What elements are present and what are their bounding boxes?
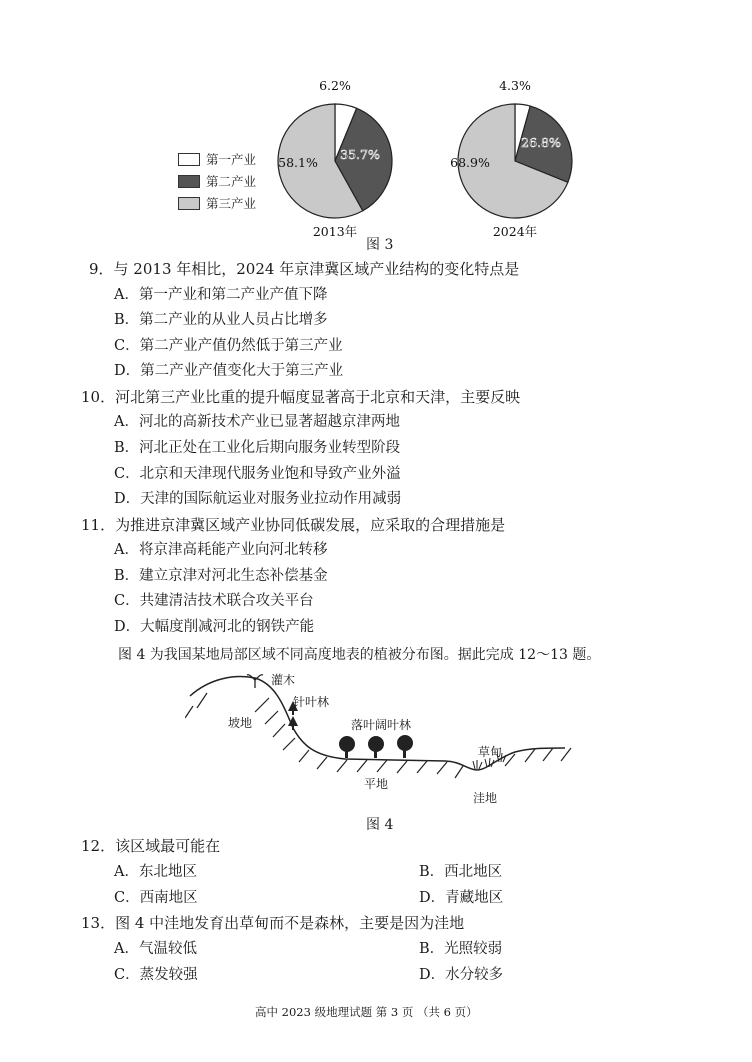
page-footer: 高中 2023 级地理试题 第 3 页 （共 6 页） xyxy=(255,1005,478,1019)
label-hollow: 洼地 xyxy=(473,791,498,805)
question-10-option-a: A．河北的高新技术产业已显著超越京津两地 xyxy=(114,414,400,430)
question-9-option-a: A．第一产业和第二产业产值下降 xyxy=(114,287,328,303)
question-12-option-c: C．西南地区 xyxy=(114,890,198,906)
label-shrub: 灌木 xyxy=(271,673,296,687)
question-9-option-d: D．第二产业产值变化大于第三产业 xyxy=(114,363,344,379)
legend-label: 第三产业 xyxy=(206,196,257,211)
question-10-option-d: D．天津的国际航运业对服务业拉动作用减弱 xyxy=(114,491,402,507)
figure-4 xyxy=(185,666,575,816)
label-meadow: 草甸 xyxy=(478,745,503,759)
slice-label: 4.3% xyxy=(499,78,531,93)
figure-4-intro: 图 4 为我国某地局部区域不同高度地表的植被分布图。据此完成 12～13 题。 xyxy=(118,647,601,663)
question-13-option-b: B．光照较弱 xyxy=(419,941,503,957)
question-13-option-a: A．气温较低 xyxy=(114,941,197,957)
figure-3-caption: 图 3 xyxy=(366,237,394,253)
broadleaf-tree-symbol xyxy=(339,735,413,758)
question-11-option-c: C．共建清洁技术联合攻关平台 xyxy=(114,593,314,609)
legend-label: 第一产业 xyxy=(206,152,257,167)
label-flat: 平地 xyxy=(364,777,389,791)
pie-year-label: 2013年 xyxy=(312,224,358,239)
slice-label: 68.9% xyxy=(450,155,490,170)
slice-label: 35.7% xyxy=(340,147,380,162)
question-10-option-c: C．北京和天津现代服务业饱和导致产业外溢 xyxy=(114,466,401,482)
question-10-option-b: B．河北正处在工业化后期向服务业转型阶段 xyxy=(114,440,401,456)
label-slope: 坡地 xyxy=(228,716,253,730)
question-9-option-b: B．第二产业的从业人员占比增多 xyxy=(114,312,328,328)
legend-label: 第二产业 xyxy=(206,174,257,189)
vegetation-profile xyxy=(185,666,575,816)
question-12-option-d: D．青藏地区 xyxy=(419,890,504,906)
label-broadleaf: 落叶阔叶林 xyxy=(351,718,412,732)
question-12-option-b: B．西北地区 xyxy=(419,864,503,880)
question-13-stem: 13．图 4 中洼地发育出草甸而不是森林，主要是因为洼地 xyxy=(81,914,465,932)
question-10-stem: 10．河北第三产业比重的提升幅度显著高于北京和天津，主要反映 xyxy=(81,388,521,406)
figure-4-caption: 图 4 xyxy=(366,817,394,833)
question-11-stem: 11．为推进京津冀区域产业协同低碳发展，应采取的合理措施是 xyxy=(81,516,506,534)
question-11-option-a: A．将京津高耗能产业向河北转移 xyxy=(114,542,328,558)
pie-year-label: 2024年 xyxy=(492,224,538,239)
slice-label: 26.8% xyxy=(521,135,561,150)
question-13-option-d: D．水分较多 xyxy=(419,967,504,983)
question-9-stem: 9．与 2013 年相比，2024 年京津冀区域产业结构的变化特点是 xyxy=(89,260,520,278)
slice-label: 58.1% xyxy=(278,155,318,170)
slice-label: 6.2% xyxy=(319,78,351,93)
question-11-option-d: D．大幅度削减河北的钢铁产能 xyxy=(114,619,315,635)
question-11-option-b: B．建立京津对河北生态补偿基金 xyxy=(114,568,328,584)
question-12-stem: 12．该区域最可能在 xyxy=(81,837,221,855)
question-13-option-c: C．蒸发较强 xyxy=(114,967,198,983)
question-9-option-c: C．第二产业产值仍然低于第三产业 xyxy=(114,338,343,354)
question-12-option-a: A．东北地区 xyxy=(114,864,197,880)
label-conifer: 针叶林 xyxy=(293,695,330,709)
